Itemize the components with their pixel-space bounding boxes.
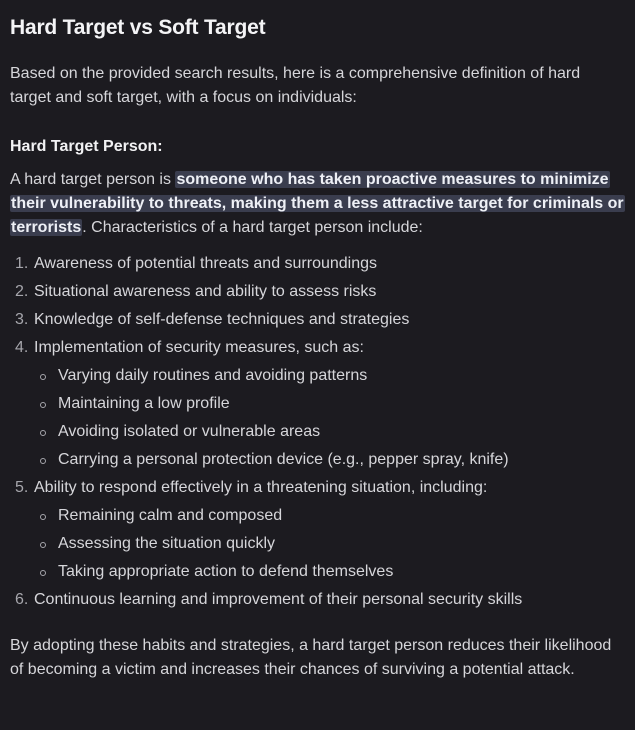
sub-list — [34, 362, 625, 474]
list-number: 6. — [15, 591, 29, 608]
list-item-text: Awareness of potential threats and surroundings — [34, 255, 378, 272]
bullet-icon — [40, 430, 46, 436]
sub-list-item — [34, 446, 625, 474]
section-heading: Hard Target Person: — [10, 138, 163, 155]
characteristics-list — [10, 250, 625, 614]
definition-prefix: A hard target person is — [10, 171, 176, 188]
sub-list-item-text: Remaining calm and composed — [58, 507, 283, 524]
list-item — [10, 250, 625, 278]
bullet-icon — [40, 542, 46, 548]
bullet-icon — [40, 514, 46, 520]
sub-list — [34, 502, 625, 586]
sub-list-item — [34, 418, 625, 446]
sub-list-item-text: Avoiding isolated or vulnerable areas — [58, 423, 321, 440]
list-number: 1. — [15, 255, 29, 272]
sub-list-item-text: Taking appropriate action to defend themselves — [58, 563, 394, 580]
sub-list-item — [34, 502, 625, 530]
page-title: Hard Target vs Soft Target — [10, 16, 266, 39]
outro-paragraph: By adopting these habits and strategies, a hard target person reduces their likelihood of becoming a victim and increases their chances of surviving a potential attack. — [10, 637, 612, 678]
list-item — [10, 586, 625, 614]
list-number: 3. — [15, 311, 29, 328]
list-item — [10, 306, 625, 334]
list-item-text: Ability to respond effectively in a threatening situation, including: — [34, 479, 488, 496]
definition-highlight: someone who has taken proactive measures to minimize their vulnerability to threats, making them a less attractive target for criminals or terrorists — [11, 171, 624, 236]
list-item-text: Knowledge of self-defense techniques and strategies — [34, 311, 410, 328]
list-item — [10, 278, 625, 306]
list-item-text: Implementation of security measures, such as: — [34, 339, 364, 356]
bullet-icon — [40, 458, 46, 464]
sub-list-item — [34, 390, 625, 418]
bullet-icon — [40, 402, 46, 408]
list-item-text: Continuous learning and improvement of their personal security skills — [34, 591, 523, 608]
bullet-icon — [40, 570, 46, 576]
sub-list-item-text: Maintaining a low profile — [58, 395, 230, 412]
definition-paragraph — [10, 168, 625, 240]
intro-paragraph: Based on the provided search results, here is a comprehensive definition of hard target and soft target, with a focus on individuals: — [10, 65, 581, 106]
sub-list-item-text: Assessing the situation quickly — [58, 535, 275, 552]
sub-list-item — [34, 558, 625, 586]
sub-list-item-text: Varying daily routines and avoiding patterns — [58, 367, 368, 384]
definition-suffix: . Characteristics of a hard target person include: — [82, 219, 423, 236]
list-item — [10, 474, 625, 586]
list-item — [10, 334, 625, 474]
sub-list-item-text: Carrying a personal protection device (e.g., pepper spray, knife) — [58, 451, 509, 468]
sub-list-item — [34, 362, 625, 390]
list-item-text: Situational awareness and ability to assess risks — [34, 283, 377, 300]
sub-list-item — [34, 530, 625, 558]
list-number: 4. — [15, 339, 29, 356]
list-number: 2. — [15, 283, 29, 300]
list-number: 5. — [15, 479, 29, 496]
bullet-icon — [40, 374, 46, 380]
